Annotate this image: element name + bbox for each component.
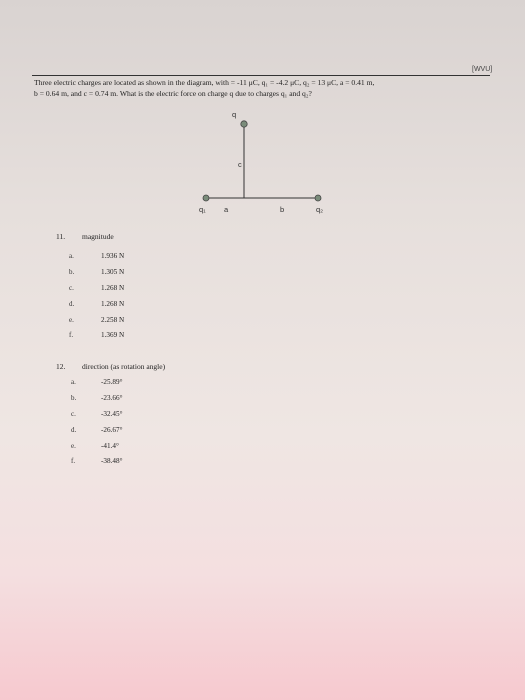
q12-option-letter-f: f. <box>71 457 76 465</box>
q12-option-value-e[interactable]: -41.4° <box>101 442 119 450</box>
q11-option-letter-f: f. <box>69 331 74 339</box>
question-11-heading: magnitude <box>82 232 114 241</box>
q12-option-letter-c: c. <box>71 410 76 418</box>
label-q2: q₂ <box>316 205 324 214</box>
q12-option-value-f[interactable]: -38.48° <box>101 457 123 465</box>
q12-option-value-d[interactable]: -26.67° <box>101 426 123 434</box>
q11-option-value-d[interactable]: 1.268 N <box>101 300 125 308</box>
question-11-number: 11. <box>56 232 66 241</box>
q11-option-value-b[interactable]: 1.305 N <box>101 268 125 276</box>
q12-option-letter-d: d. <box>71 426 77 434</box>
q11-option-letter-d: d. <box>69 300 75 308</box>
q11-option-value-f[interactable]: 1.369 N <box>101 331 125 339</box>
problem-line-1: Three electric charges are located as shown in the diagram, with = -11 μC, q₁ = -4.2 μC, q₂ = 13 μC, a = 0.41 m, <box>34 78 375 87</box>
q12-option-letter-a: a. <box>71 378 76 386</box>
header-rule <box>32 75 490 76</box>
label-q1: q₁ <box>199 205 206 214</box>
label-c: c <box>238 160 242 169</box>
q11-option-value-c[interactable]: 1.268 N <box>101 284 125 292</box>
q12-option-letter-e: e. <box>71 442 76 450</box>
charge-q2-dot <box>315 195 321 201</box>
label-q: q <box>232 110 237 119</box>
charge-q-dot <box>241 121 247 127</box>
label-a: a <box>224 205 229 214</box>
q11-option-value-e[interactable]: 2.258 N <box>101 316 125 324</box>
charge-q1-dot <box>203 195 209 201</box>
q12-option-letter-b: b. <box>71 394 77 402</box>
q12-option-value-c[interactable]: -32.45° <box>101 410 123 418</box>
q11-option-letter-a: a. <box>69 252 74 260</box>
q11-option-letter-b: b. <box>69 268 75 276</box>
q11-option-letter-e: e. <box>69 316 74 324</box>
label-b: b <box>280 205 285 214</box>
wvu-tag: [WVU] <box>472 66 493 73</box>
question-12-heading: direction (as rotation angle) <box>82 362 166 371</box>
q12-option-value-a[interactable]: -25.89° <box>101 378 123 386</box>
q11-option-value-a[interactable]: 1.936 N <box>101 252 125 260</box>
problem-statement <box>34 77 494 99</box>
problem-line-2: b = 0.64 m, and c = 0.74 m. What is the electric force on charge q due to charges q₁ and q₂? <box>34 89 312 98</box>
q11-option-letter-c: c. <box>69 284 74 292</box>
question-12-number: 12. <box>56 362 66 371</box>
q12-option-value-b[interactable]: -23.66° <box>101 394 123 402</box>
